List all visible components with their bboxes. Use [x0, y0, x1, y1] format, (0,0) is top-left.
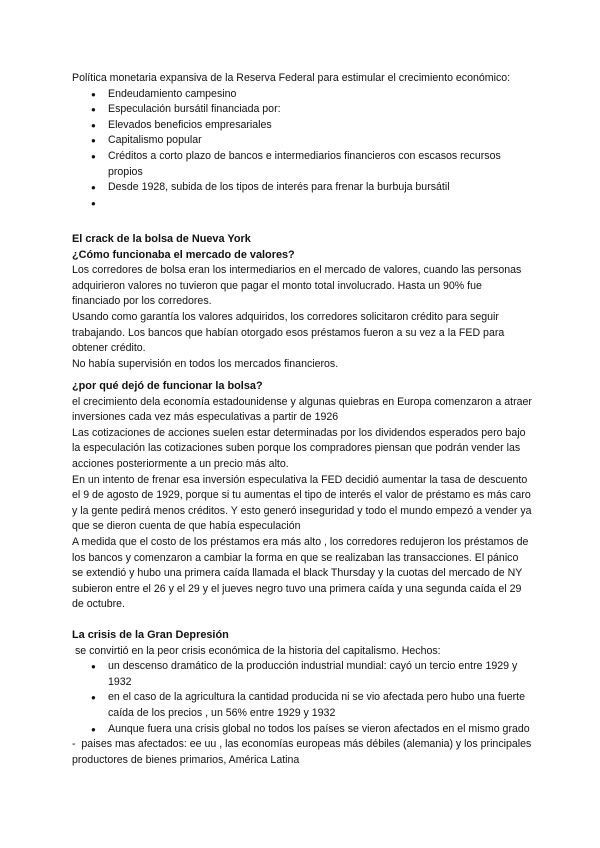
paragraph: el crecimiento dela economía estadounidense y algunas quiebras en Europa comenzaron a atraer inversiones cada vez más especulativas a partir de 1926 — [72, 395, 532, 424]
bullet-icon: ● — [91, 183, 96, 193]
section-question: ¿Cómo funcionaba el mercado de valores? — [72, 248, 295, 261]
bullet-icon: ● — [91, 105, 96, 115]
list-item — [72, 196, 532, 212]
list-item: ● Elevados beneficios empresariales — [72, 118, 532, 134]
list-item: ● en el caso de la agricultura la cantidad producida ni se vio afectada pero hubo una fuerte caída de los precios , un 56% entre 1929 y 1932 — [91, 691, 525, 719]
bullet-icon: ● — [91, 724, 96, 734]
intro-section — [72, 71, 532, 211]
paragraph: - paises mas afectados: ee uu , las economías europeas más débiles (alemania) y los principales productores de bienes primarios, América Latina — [72, 738, 535, 766]
bullet-icon: ● — [91, 693, 96, 703]
crack-section — [72, 232, 532, 372]
crisis-section — [72, 628, 535, 768]
paragraph: Las cotizaciones de acciones suelen estar determinadas por los dividendos esperados pero bajo la especulación las cotizaciones suben porque los compradores piensan que podrán vender las acciones posteriormente a un precio más alto. — [72, 426, 526, 470]
bullet-icon: ● — [91, 662, 96, 672]
list-item: ● Endeudamiento campesino — [72, 87, 532, 103]
section-question: ¿por qué dejó de funcionar la bolsa? — [72, 380, 263, 392]
list-item: ● Desde 1928, subida de los tipos de interés para frenar la burbuja bursátil — [72, 180, 532, 196]
bullet-icon: ● — [91, 198, 96, 208]
section-title: El crack de la bolsa de Nueva York — [72, 233, 251, 245]
list-item: ● un descenso dramático de la producción industrial mundial: cayó un tercio entre 1929 y 1932 — [91, 660, 518, 688]
bullet-icon: ● — [91, 151, 96, 161]
why-section — [72, 379, 532, 613]
intro-bullet-list — [72, 87, 532, 212]
paragraph: Los corredores de bolsa eran los intermediarios en el mercado de valores, cuando las personas adquirieron valores no tuvieron que pagar el monto total involucrado. Hasta un 90% fue financiado por los corredores. — [72, 264, 522, 308]
list-item: ● Especulación bursátil financiada por: — [72, 102, 532, 118]
paragraph: En un intento de frenar esa inversión especulativa la FED decidió aumentar la tasa de descuento el 9 de agosto de 1929, porque si tu aumentas el tipo de interés el valor de préstamo es más caro y la gente pedirá menos créditos. Y esto generó inseguridad y todo el mundo empezó a vender ya que se dieron cuenta de que había especulación — [72, 473, 532, 533]
list-item: ● Créditos a corto plazo de bancos e intermediarios financieros con escasos recursos propios — [91, 149, 501, 178]
intro-text: Política monetaria expansiva de la Reserva Federal para estimular el crecimiento económico: — [72, 72, 511, 84]
paragraph: Usando como garantía los valores adquiridos, los corredores solicitaron crédito para seguir trabajando. Los bancos que habían otorgado esos préstamos fueron a su vez a la FED para obtener crédito. — [72, 310, 505, 355]
paragraph: se convirtió en la peor crisis económica de la historia del capitalismo. Hechos: — [72, 644, 441, 657]
list-item: ● Capitalismo popular — [72, 133, 532, 149]
list-item: ● Aunque fuera una crisis global no todos los países se vieron afectados en el mismo grado — [72, 722, 532, 738]
bullet-icon: ● — [91, 89, 96, 99]
paragraph: A medida que el costo de los préstamos era más alto , los corredores redujeron los préstamos de los bancos y comenzaron a cambiar la forma en que se realizaban las transacciones. El pánico se extendió y hubo una primera caída llamada el black Thursday y la cuotas del mercado de NY subieron entre el 26 y el 29 y el jueves negro tuvo una primera caída y una segunda caída el 29 de octubre. — [72, 535, 529, 611]
crisis-bullet-list — [72, 659, 532, 737]
bullet-icon: ● — [91, 120, 96, 130]
paragraph: No había supervisión en todos los mercados financieros. — [72, 357, 339, 370]
section-title: La crisis de la Gran Depresión — [72, 629, 229, 641]
bullet-icon: ● — [91, 136, 96, 146]
